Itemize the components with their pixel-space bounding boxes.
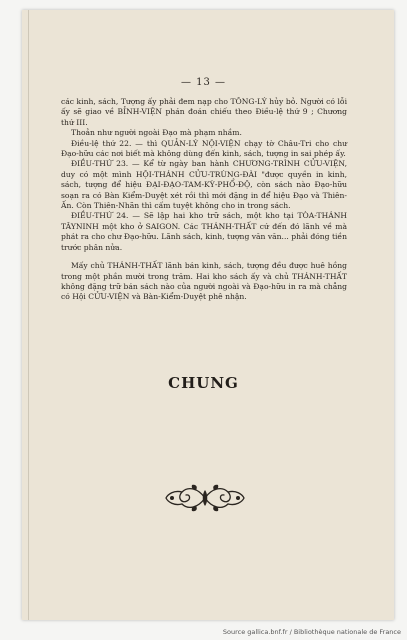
page-fold-line xyxy=(28,10,29,620)
paragraph-sales: Mấy chủ THÁNH-THẤT lãnh bán kinh, sách, tượng đều được huê hồng trong một phần mười trong trăm. Hai kho sách ấy và chủ THÁNH-THẤT không đặng trữ bán sách nào của người ngoài và Đạo-hữu in ra mà chẳng có Hội CỬU-VIỆN và Bàn-Kiểm-Duyệt phê nhận. xyxy=(61,261,347,302)
end-word: CHUNG xyxy=(168,374,239,392)
page-number: — 13 — xyxy=(180,77,227,88)
paragraph-1: các kinh, sách, Tượng ấy phải đem nạp cho TÔNG-LÝ hủy bỏ. Người có lỗi ấy sẽ giao về BỈNH-VIỆN phán đoán chiếu theo Điều-lệ thứ 9 ; Chương thứ III. xyxy=(61,97,347,127)
floral-vignette-icon xyxy=(162,480,248,516)
paragraph-3: Điều-lệ thứ 22. — thì QUẢN-LÝ NỘI-VIỆN chạy tờ Châu-Tri cho chư Đạo-hữu các nơi biết mà không dùng đến kinh, sách, tượng in sai phép ấy. xyxy=(61,138,347,159)
paragraph-2: Thoản như người ngoài Đạo mà phạm nhầm. xyxy=(71,128,242,138)
article-23: ĐIỀU-THỨ 23. — Kể từ ngày ban hành CHƯƠNG-TRÌNH CỬU-VIỆN, duy có một mình HỘI-THÁNH CỬU-TRÙNG-ĐÀI "được quyền in kinh, sách, tượng để hiệu ĐẠI-ĐẠO-TAM-KỲ-PHỔ-ĐỘ, còn sách nào Đạo-hữu soạn ra có Bàn Kiểm-Duyệt xét rồi thì mới đặng in để hiệu Đạo và Thiên-Ấn. Còn Thiên-Nhãn thì cấm tuyệt không cho in trong sách. xyxy=(61,159,347,211)
source-credit: Source gallica.bnf.fr / Bibliothèque nationale de France xyxy=(222,628,401,636)
article-24: ĐIỀU-THỨ 24. — Sẽ lập hai kho trữ sách, một kho tại TÒA-THÁNH TÂYNINH một kho ở SAIGON. Các THÁNH-THẤT cứ đến đó lãnh về mà phát ra cho chư Đạo-hữu. Lãnh sách, kinh, tượng văn văn... phải đóng tiền trước phân nửa. xyxy=(61,211,347,252)
body-text xyxy=(61,97,347,303)
